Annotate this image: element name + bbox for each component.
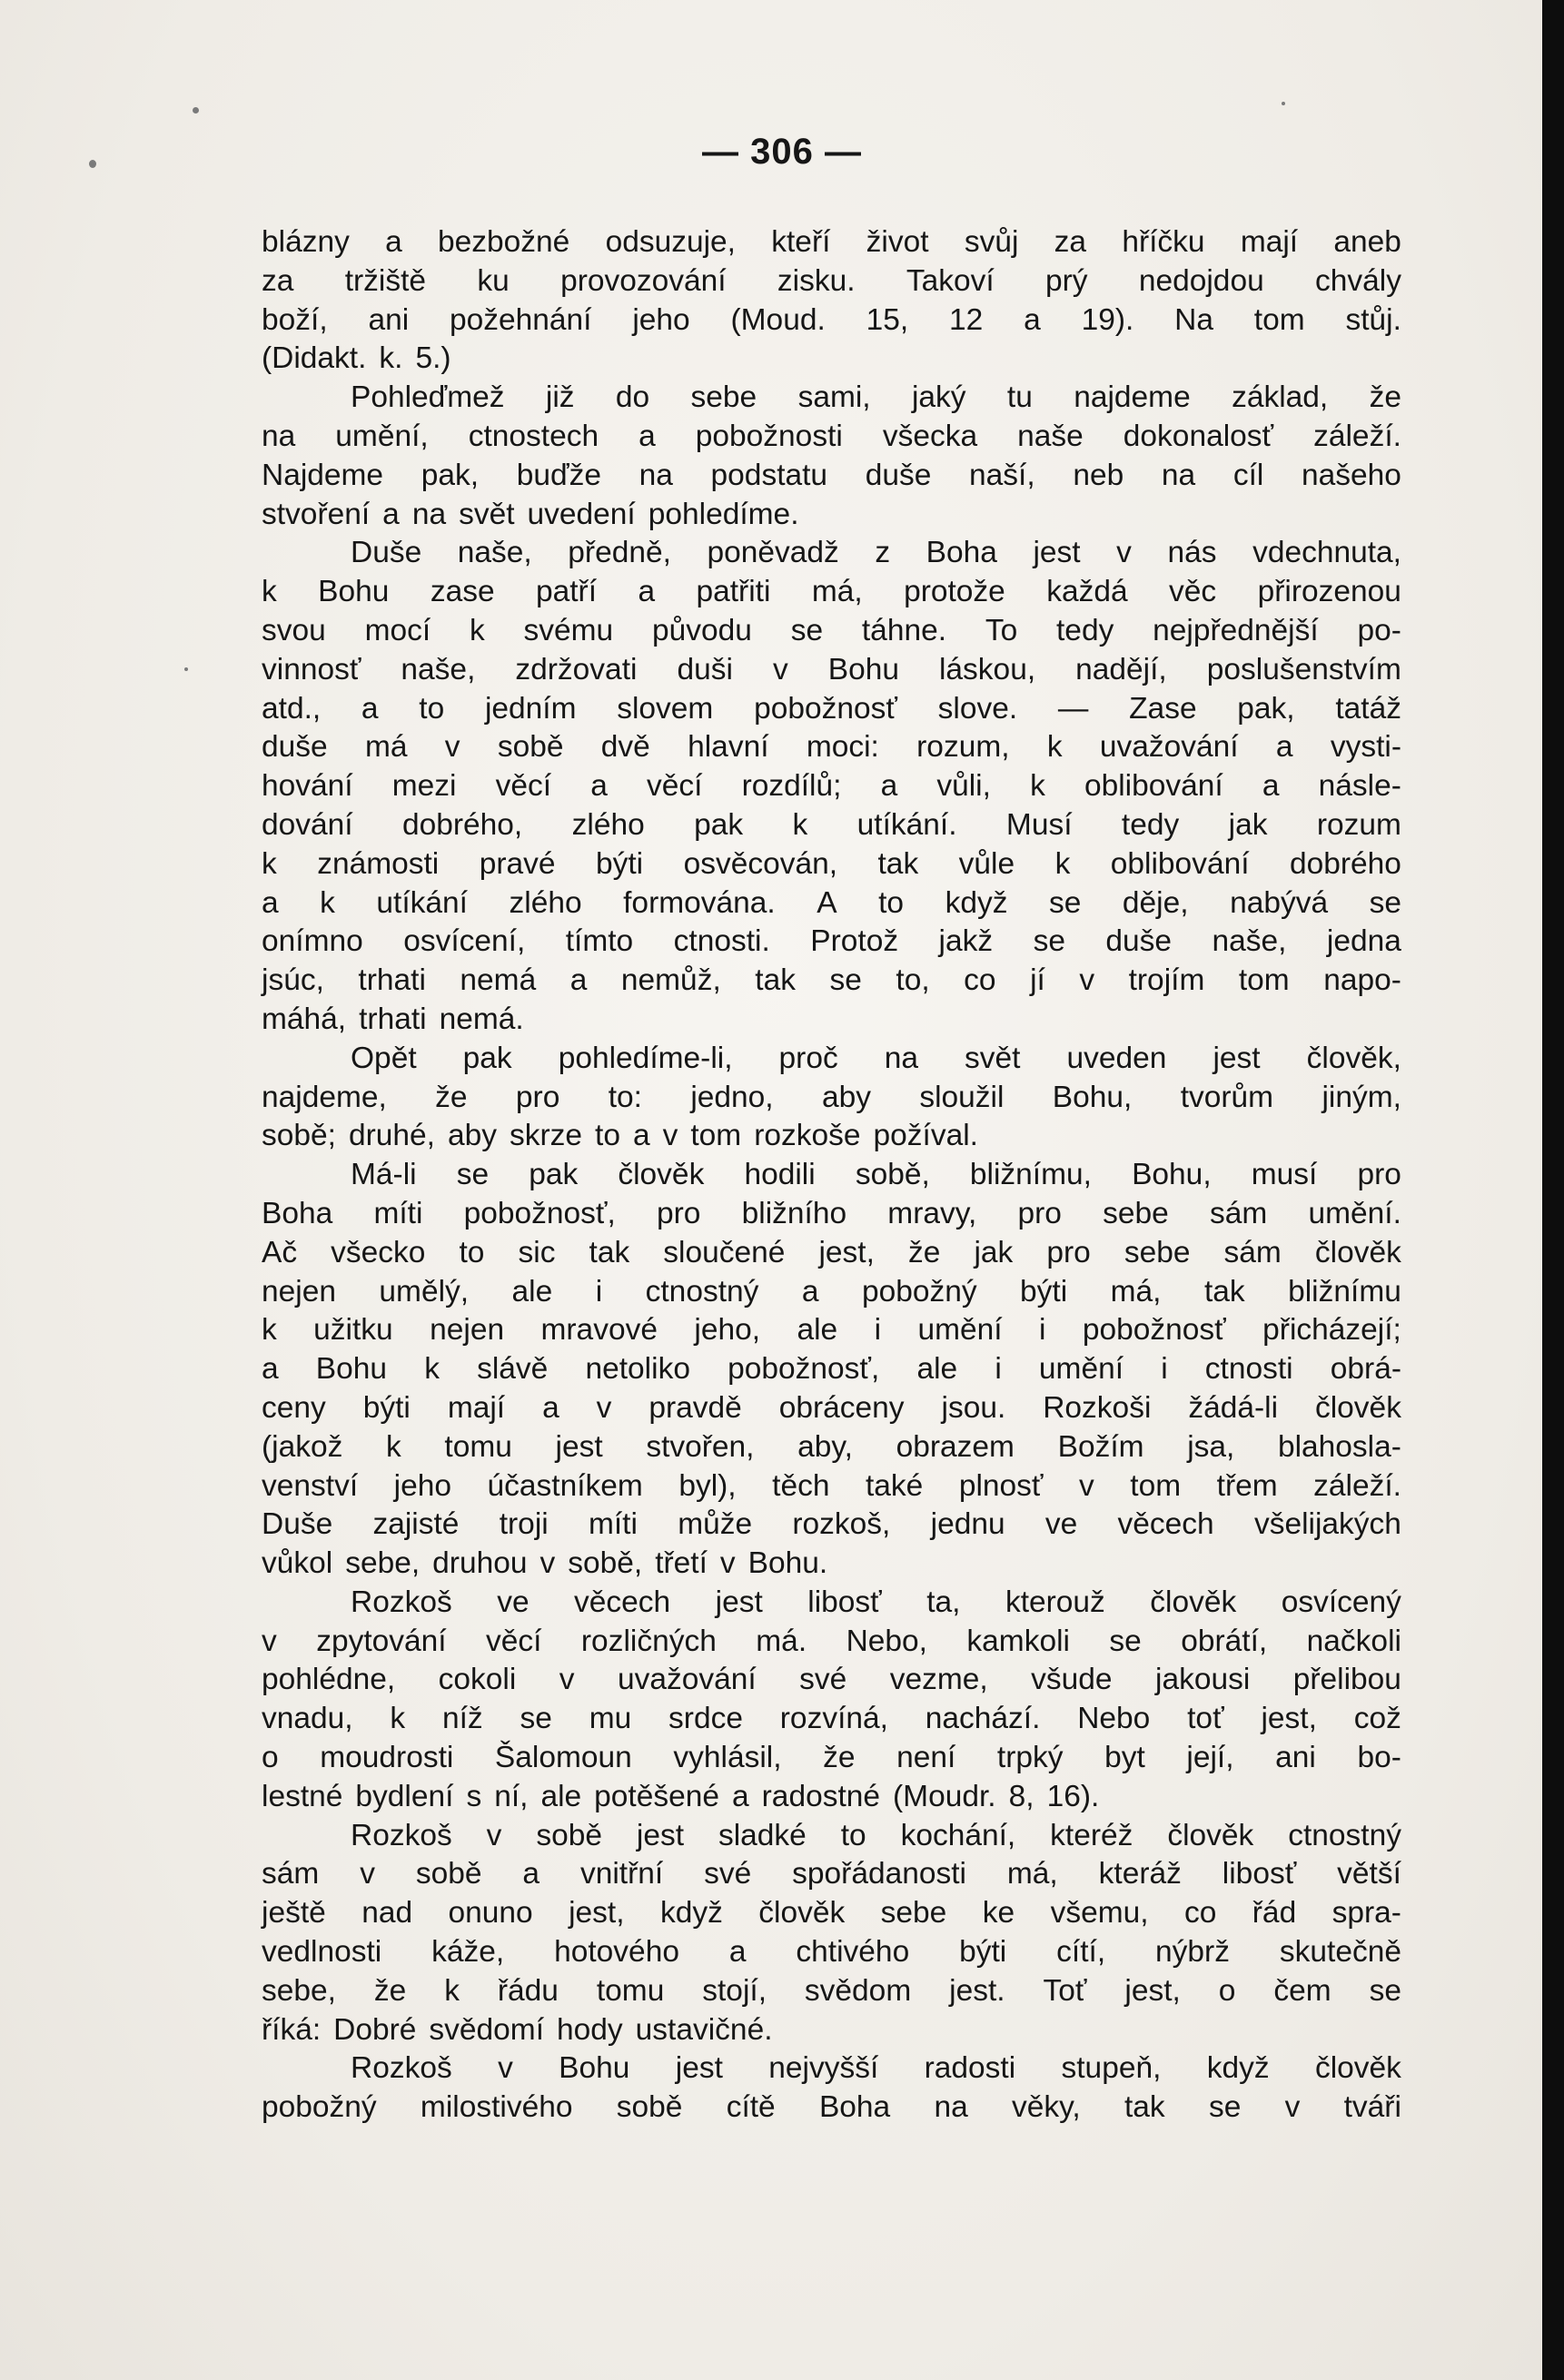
text-line: ceny býti mají a v pravdě obráceny jsou. Rozkoši žádá-li člověk: [262, 1390, 1401, 1425]
text-line: lestné bydlení s ní, ale potěšené a radostné (Moudr. 8, 16).: [262, 1779, 1100, 1813]
text-line: k Bohu zase patří a patřiti má, protože každá věc přirozenou: [262, 575, 1401, 609]
text-line: (Didakt. k. 5.): [262, 341, 451, 376]
text-line: a Bohu k slávě netoliko pobožnosť, ale i umění i ctnosti obrá-: [262, 1352, 1401, 1387]
text-line: Duše naše, předně, poněvadž z Boha jest v nás vdechnuta,: [351, 536, 1401, 570]
text-line: máhá, trhati nemá.: [262, 1002, 524, 1036]
scan-border: [1542, 0, 1564, 2380]
text-line: a k utíkání zlého formována. A to když se děje, nabývá se: [262, 885, 1401, 920]
text-line: k užitku nejen mravové jeho, ale i umění i pobožnosť přicházejí;: [262, 1313, 1401, 1348]
text-line: na umění, ctnostech a pobožnosti všecka naše dokonalosť záleží.: [262, 419, 1401, 453]
scan-speck: [193, 107, 199, 114]
text-line: nejen umělý, ale i ctnostný a pobožný býti má, tak bližnímu: [262, 1274, 1401, 1309]
text-line: k známosti pravé býti osvěcován, tak vůle k oblibování dobrého: [262, 846, 1401, 881]
text-line: dování dobrého, zlého pak k utíkání. Musí tedy jak rozum: [262, 807, 1401, 842]
text-line: hování mezi věcí a věcí rozdílů; a vůli, k oblibování a násle-: [262, 769, 1401, 804]
text-line: sebe, že k řádu tomu stojí, svědom jest. Toť jest, o čem se: [262, 1973, 1401, 2008]
text-line: stvoření a na svět uvedení pohledíme.: [262, 497, 799, 531]
scan-speck: [1282, 102, 1285, 105]
text-line: pobožný milostivého sobě cítě Boha na věky, tak se v tváři: [262, 2090, 1401, 2125]
text-line: za tržiště ku provozování zisku. Takoví prý nedojdou chvály: [262, 263, 1401, 298]
text-line: sobě; druhé, aby skrze to a v tom rozkoše požíval.: [262, 1119, 978, 1153]
text-line: duše má v sobě dvě hlavní moci: rozum, k uvažování a vysti-: [262, 730, 1401, 765]
scan-speck: [184, 667, 188, 671]
text-line: Boha míti pobožnosť, pro bližního mravy, pro sebe sám umění.: [262, 1196, 1401, 1230]
text-line: atd., a to jedním slovem pobožnosť slove. — Zase pak, tatáž: [262, 691, 1401, 726]
text-line: Opět pak pohledíme-li, proč na svět uveden jest člověk,: [351, 1041, 1401, 1075]
text-line: (jakož k tomu jest stvořen, aby, obrazem Božím jsa, blahosla-: [262, 1429, 1401, 1464]
text-line: Má-li se pak člověk hodili sobě, bližnímu, Bohu, musí pro: [351, 1158, 1401, 1192]
text-line: venství jeho účastníkem byl), těch také plnosť v tom třem záleží.: [262, 1468, 1401, 1503]
text-line: blázny a bezbožné odsuzuje, kteří život svůj za hříčku mají aneb: [262, 225, 1401, 259]
page-number: — 306 —: [702, 132, 862, 172]
text-line: ještě nad onuno jest, když člověk sebe ke všemu, co řád spra-: [262, 1896, 1401, 1931]
text-line: v zpytování věcí rozličných má. Nebo, kamkoli se obrátí, načkoli: [262, 1624, 1401, 1658]
text-line: vnadu, k níž se mu srdce rozvíná, nachází. Nebo toť jest, což: [262, 1702, 1401, 1736]
text-line: vedlnosti káže, hotového a chtivého býti cítí, nýbrž skutečně: [262, 1935, 1401, 1970]
text-line: Ač všecko to sic tak sloučené jest, že jak pro sebe sám člověk: [262, 1235, 1401, 1269]
text-line: jsúc, trhati nemá a nemůž, tak se to, co jí v trojím tom napo-: [262, 963, 1401, 998]
text-line: vinnosť naše, zdržovati duši v Bohu láskou, nadějí, poslušenstvím: [262, 652, 1401, 686]
scan-speck: [89, 160, 96, 168]
text-line: Rozkoš v sobě jest sladké to kochání, kteréž člověk ctnostný: [351, 1818, 1401, 1852]
text-line: boží, ani požehnání jeho (Moud. 15, 12 a 19). Na tom stůj.: [262, 302, 1401, 337]
text-line: Najdeme pak, buďže na podstatu duše naší, neb na cíl našeho: [262, 458, 1401, 492]
text-line: onímno osvícení, tímto ctnosti. Protož jakž se duše naše, jedna: [262, 924, 1401, 959]
text-line: Rozkoš ve věcech jest libosť ta, kterouž člověk osvícený: [351, 1585, 1401, 1619]
text-line: svou mocí k svému původu se táhne. To tedy nejpřednější po-: [262, 613, 1401, 647]
text-line: pohlédne, cokoli v uvažování své vezme, všude jakousi přelibou: [262, 1663, 1401, 1697]
text-line: o moudrosti Šalomoun vyhlásil, že není trpký byt její, ani bo-: [262, 1741, 1401, 1775]
text-line: Duše zajisté troji míti může rozkoš, jednu ve věcech všelijakých: [262, 1507, 1401, 1542]
text-line: sám v sobě a vnitřní své spořádanosti má, kteráž libosť větší: [262, 1857, 1401, 1891]
text-line: Rozkoš v Bohu jest nejvyšší radosti stupeň, když člověk: [351, 2051, 1401, 2086]
text-line: vůkol sebe, druhou v sobě, třetí v Bohu.: [262, 1546, 828, 1581]
body-text: [262, 223, 1401, 2128]
text-line: najdeme, že pro to: jedno, aby sloužil Bohu, tvorům jiným,: [262, 1080, 1401, 1114]
text-line: říká: Dobré svědomí hody ustavičné.: [262, 2012, 773, 2047]
text-line: Pohleďmež již do sebe sami, jaký tu najdeme základ, že: [351, 380, 1401, 415]
